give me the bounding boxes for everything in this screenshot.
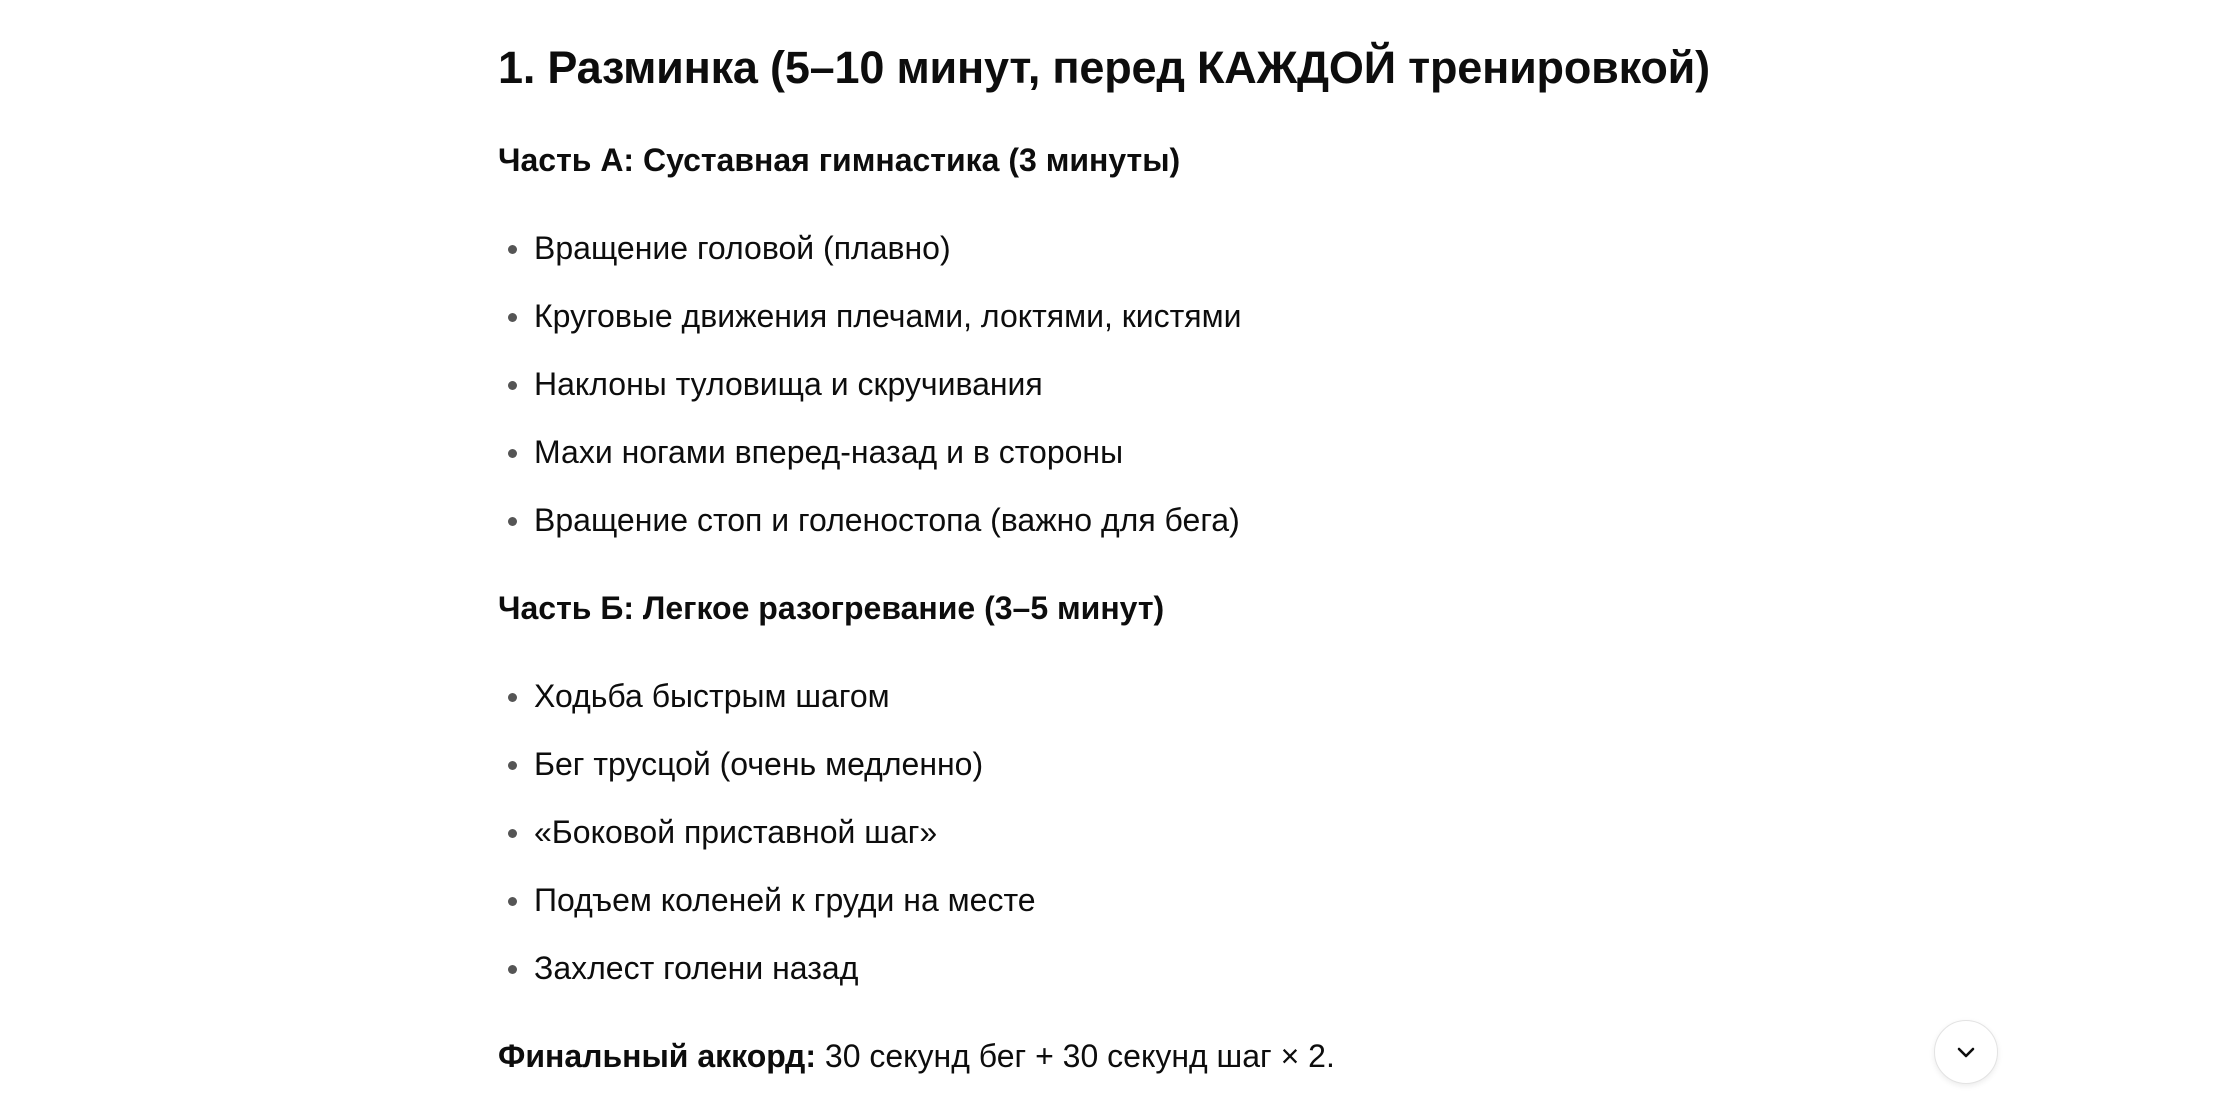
list-item: «Боковой приставной шаг» [498,810,1036,878]
part-b-list [498,674,1036,1014]
final-note [498,1034,1335,1078]
chevron-down-icon [1954,1040,1978,1064]
bullet-icon [508,965,517,974]
section-heading: 1. Разминка (5–10 минут, перед КАЖДОЙ тренировкой) [498,42,1710,93]
list-item: Наклоны туловища и скручивания [498,362,1241,430]
list-item: Бег трусцой (очень медленно) [498,742,1036,810]
list-item: Вращение стоп и голеностопа (важно для бега) [498,498,1241,566]
list-item: Круговые движения плечами, локтями, кистями [498,294,1241,362]
part-b-title: Часть Б: Легкое разогревание (3–5 минут) [498,590,1165,626]
bullet-icon [508,897,517,906]
list-item: Подъем коленей к груди на месте [498,878,1036,946]
part-a-title: Часть А: Суставная гимнастика (3 минуты) [498,142,1181,178]
list-item: Захлест голени назад [498,946,1036,1014]
final-label: Финальный аккорд: [498,1038,816,1074]
bullet-icon [508,381,517,390]
list-item: Ходьба быстрым шагом [498,674,1036,742]
part-a-list [498,226,1241,566]
bullet-icon [508,829,517,838]
bullet-icon [508,761,517,770]
bullet-icon [508,517,517,526]
list-item: Вращение головой (плавно) [498,226,1241,294]
final-text: 30 секунд бег + 30 секунд шаг × 2. [816,1038,1335,1074]
bullet-icon [508,449,517,458]
list-item: Махи ногами вперед-назад и в стороны [498,430,1241,498]
bullet-icon [508,313,517,322]
bullet-icon [508,693,517,702]
scroll-to-bottom-button[interactable] [1934,1020,1998,1084]
bullet-icon [508,245,517,254]
